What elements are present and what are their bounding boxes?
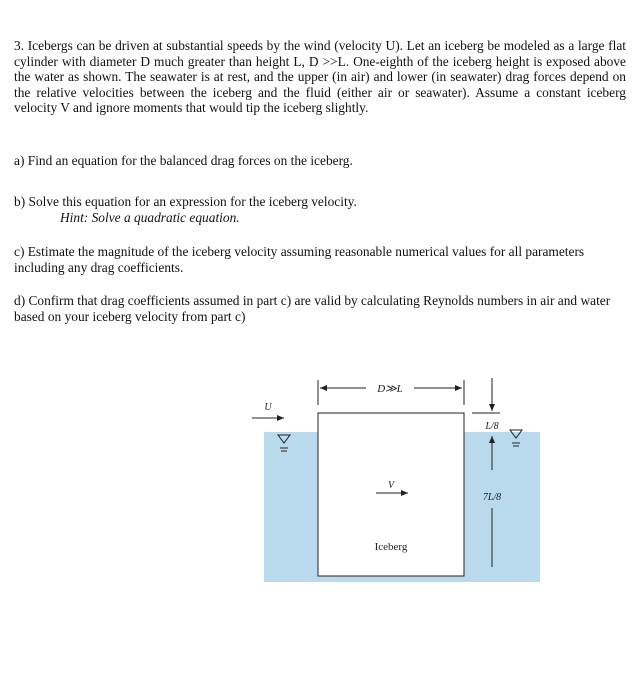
wind-velocity-label: U (264, 402, 272, 413)
part-b-hint: Hint: Solve a quadratic equation. (60, 210, 240, 225)
below-water-height-label: 7L/8 (482, 492, 502, 503)
part-d: d) Confirm that drag coefficients assumed in part c) are valid by calculating Reynolds numbers in air and water based on your iceberg velocity from part c) (14, 293, 611, 324)
part-b: b) Solve this equation for an expression for the iceberg velocity. (14, 194, 357, 209)
above-water-height-label: L/8 (485, 421, 499, 432)
problem-statement: 3. Icebergs can be driven at substantial speeds by the wind (velocity U). Let an iceberg be modeled as a large flat cylinder with diameter D much greater than height L, D >>L. One-eighth of the iceberg height is exposed above the water as shown. The seawater is at rest, and the upper (in air) and lower (in seawater) drag forces depend on the relative velocities between the iceberg and the fluid (either air or seawater). Assume a constant iceberg velocity V and ignore moments that would tip the iceberg slightly. (14, 38, 626, 116)
part-a: a) Find an equation for the balanced drag forces on the iceberg. (14, 153, 353, 168)
width-dimension-label: D≫L (377, 383, 403, 395)
iceberg-label: Iceberg (374, 541, 408, 553)
iceberg-velocity-label: V (387, 480, 395, 491)
part-c: c) Estimate the magnitude of the iceberg velocity assuming reasonable numerical values for all parameters including any drag coefficients. (14, 244, 585, 275)
